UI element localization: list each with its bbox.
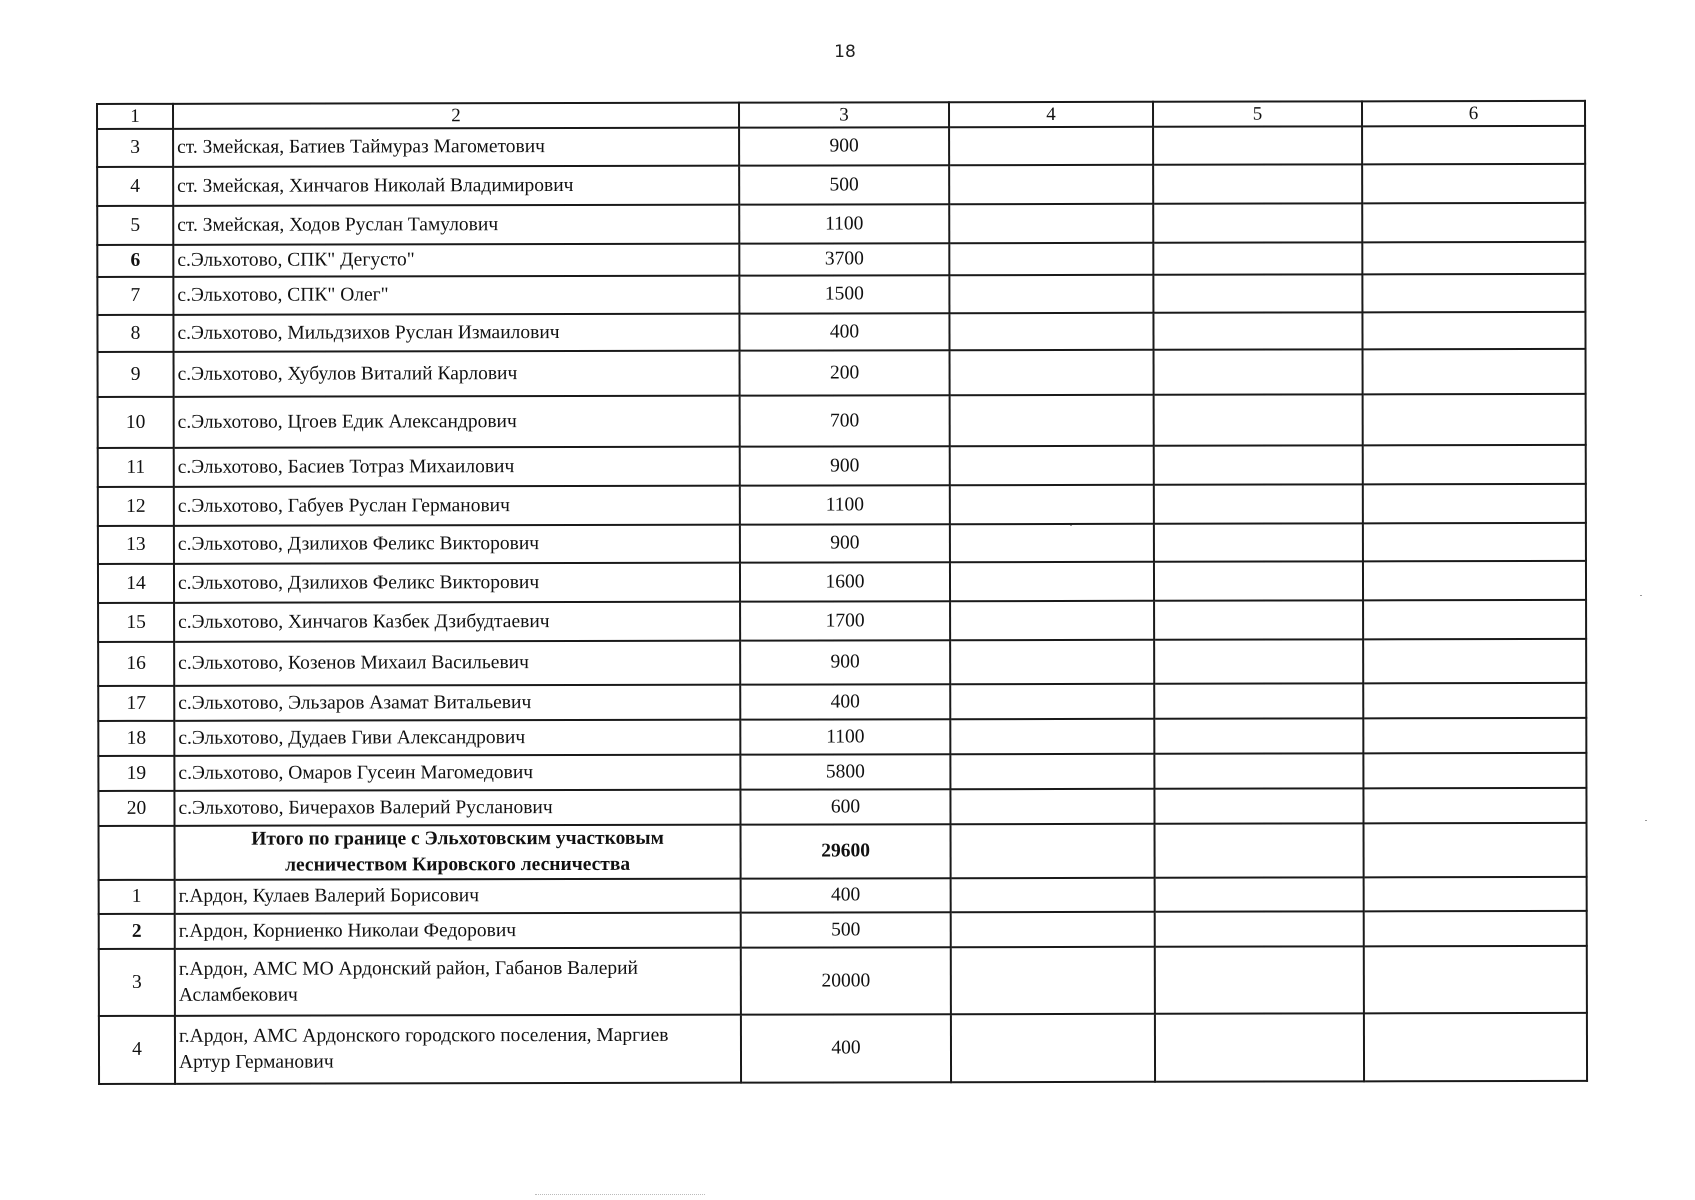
header-col-6: 6 [1362,101,1585,126]
row-value: 20000 [741,947,951,1014]
table-row [99,1013,1587,1084]
row-col-5 [1154,349,1363,394]
row-col-5 [1154,523,1363,561]
row-number: 15 [98,603,174,642]
row-col-4 [950,601,1154,640]
row-name: с.Эльхотово, Габуев Руслан Германович [174,486,740,526]
table-row [98,445,1586,487]
row-number: 13 [98,526,174,564]
row-col-6 [1362,203,1585,242]
row-value: 700 [740,395,950,446]
scan-speck [1640,595,1642,596]
row-value: 1100 [740,719,950,754]
row-name: с.Эльхотово, Бичерахов Валерий Русланович [174,790,740,826]
row-number: 1 [99,880,175,914]
row-value: 1100 [739,204,949,243]
row-number: 17 [98,686,174,721]
row-value: 400 [739,313,949,350]
row-col-6 [1363,683,1586,718]
table-row [98,349,1586,397]
table-row [99,946,1587,1016]
header-col-1: 1 [97,104,173,129]
table-row [98,718,1586,756]
scan-artifact [535,1194,705,1198]
subtotal-label-line2: лесничеством Кировского лесничества [285,853,631,876]
row-name [175,879,741,914]
row-col-5 [1155,877,1364,911]
row-col-4 [950,719,1154,754]
row-number: 8 [97,315,173,352]
row-col-5 [1154,718,1363,753]
subtotal-value: 29600 [741,824,951,878]
row-col-5 [1154,484,1363,523]
row-number: 16 [98,642,174,686]
row-value: 400 [741,1014,951,1082]
row-name: с.Эльхотово, Дудаев Гиви Александрович [174,720,740,756]
table-row [97,126,1585,167]
scan-speck [1070,525,1072,526]
row-name: с.Эльхотово, Козенов Михаил Васильевич [174,641,740,686]
row-col-6 [1363,753,1586,788]
table-row [97,242,1585,277]
row-col-4 [950,684,1154,719]
row-name: с.Эльхотово, Мильдзихов Руслан Измаилович [173,314,739,352]
row-number: 18 [98,721,174,756]
row-value: 5800 [740,754,950,789]
row-value: 900 [740,524,950,562]
row-col-4 [950,789,1154,824]
row-col-5 [1153,126,1362,164]
row-col-5 [1154,561,1363,600]
row-col-6 [1364,1013,1587,1081]
row-col-4 [950,446,1154,485]
row-name-line1: г.Ардон, АМС МО Ардонский район, Габанов Валерий [178,957,639,980]
row-name: с.Эльхотово, Басиев Тотраз Михаилович [174,447,740,487]
row-value: 900 [740,640,950,684]
row-col-4 [950,754,1154,789]
row-name: с.Эльхотово, Хубулов Виталий Карлович [174,351,740,397]
row-col-6 [1362,274,1585,312]
table-row [98,484,1586,526]
row-name: с.Эльхотово, Дзилихов Феликс Викторович [174,563,740,603]
row-col-6 [1362,242,1585,274]
row-name: с.Эльхотово, Дзилихов Феликс Викторович [174,525,740,564]
row-name [175,913,741,949]
row-col-4 [949,204,1153,243]
row-number: 12 [98,487,174,526]
subtotal-row [99,823,1587,880]
row-name-line2: Асламбекович [178,984,298,1006]
row-number: 4 [99,1016,175,1084]
table-row [99,911,1587,949]
row-number: 7 [97,277,173,315]
row-value: 500 [739,165,949,204]
row-col-4 [951,1014,1155,1082]
row-name: с.Эльхотово, Хинчагов Казбек Дзибудтаевич [174,602,740,642]
row-value: 400 [740,684,950,719]
table-row [99,877,1587,914]
row-col-4 [949,165,1153,204]
row-col-4 [950,640,1154,684]
table-row [97,274,1585,315]
row-col-4 [950,350,1154,395]
row-number: 9 [98,352,174,397]
row-col-5 [1153,164,1362,203]
row-col-5 [1153,203,1362,242]
row-number: 3 [97,129,173,167]
row-name [175,948,741,1016]
row-name-line1: г.Ардон, Кулаев Валерий Борисович [178,885,480,907]
row-col-6 [1363,523,1586,561]
row-col-4 [951,878,1155,912]
row-name: ст. Змейская, Батиев Таймураз Магометович [173,128,739,167]
row-col-5 [1154,683,1363,718]
row-name: с.Эльхотово, Эльзаров Азамат Витальевич [174,685,740,721]
table-row [98,639,1586,686]
table-row [98,600,1586,642]
row-col-5 [1154,394,1363,445]
row-col-6 [1364,946,1587,1013]
row-col-6 [1362,126,1585,164]
row-col-5 [1153,274,1362,312]
row-col-6 [1362,312,1585,349]
row-number: 4 [97,167,173,206]
row-col-6 [1363,394,1586,445]
row-col-5 [1155,946,1364,1013]
row-number: 2 [99,914,175,949]
row-number: 10 [98,397,174,448]
row-value: 200 [740,350,950,395]
row-value: 500 [741,912,951,947]
row-col-5 [1154,445,1363,484]
row-col-5 [1153,242,1362,274]
row-value: 600 [740,789,950,824]
row-col-4 [951,947,1155,1014]
row-number: 19 [98,756,174,791]
row-number: 14 [98,564,174,603]
row-value: 1500 [739,275,949,313]
row-col-4 [950,485,1154,524]
row-number: 20 [98,791,174,826]
row-col-4 [950,395,1154,446]
row-number: 11 [98,448,174,487]
row-col-6 [1363,349,1586,394]
subtotal-number [99,826,175,880]
row-col-6 [1364,823,1587,877]
row-value: 1600 [740,562,950,601]
row-value: 3700 [739,243,949,275]
row-col-6 [1363,561,1586,600]
table-row [97,312,1585,352]
row-number: 6 [97,245,173,277]
row-col-6 [1363,445,1586,484]
row-col-6 [1363,788,1586,823]
row-col-6 [1363,484,1586,523]
header-col-3: 3 [739,102,949,127]
row-col-5 [1154,788,1363,823]
header-col-4: 4 [949,102,1153,127]
forest-boundary-table [96,100,1588,1085]
row-col-4 [950,524,1154,562]
row-col-6 [1364,877,1587,911]
table-row [98,394,1586,448]
row-col-4 [949,127,1153,165]
subtotal-label-line1: Итого по границе с Эльхотовским участковым [251,827,664,850]
row-col-5 [1155,1013,1364,1081]
row-col-4 [951,824,1155,878]
row-col-5 [1154,753,1363,788]
page-number: 18 [834,42,856,62]
row-col-6 [1362,164,1585,203]
row-number: 5 [97,206,173,245]
row-name: ст. Змейская, Хинчагов Николай Владимирович [173,166,739,206]
table-row [97,203,1585,245]
row-value: 1100 [740,485,950,524]
header-col-5: 5 [1153,101,1362,126]
row-col-4 [951,912,1155,947]
row-col-5 [1154,600,1363,639]
row-col-4 [949,275,1153,313]
row-col-5 [1153,312,1362,349]
row-value: 1700 [740,601,950,640]
row-col-5 [1155,823,1364,877]
table-row [98,683,1586,721]
row-col-4 [949,243,1153,275]
row-name: с.Эльхотово, СПК" Олег" [173,276,739,315]
row-col-5 [1155,911,1364,946]
row-name: с.Эльхотово, СПК" Дегусто" [173,244,739,277]
header-col-2: 2 [173,103,739,129]
subtotal-label [175,825,741,880]
row-col-4 [950,562,1154,601]
row-col-6 [1363,639,1586,683]
scan-speck [1645,820,1647,821]
row-name [175,1015,741,1084]
row-value: 400 [741,878,951,912]
table-row [98,788,1586,826]
row-value: 900 [739,127,949,165]
table-header-row [97,101,1585,129]
row-name-line1: г.Ардон, АМС Ардонского городского поселения, Маргиев [178,1024,669,1047]
row-col-6 [1363,600,1586,639]
row-value: 900 [740,446,950,485]
table-row [97,164,1585,206]
table-row [98,753,1586,791]
row-name-line2: Артур Германович [178,1051,334,1073]
row-name: ст. Змейская, Ходов Руслан Тамулович [173,205,739,245]
row-col-6 [1363,718,1586,753]
row-name: с.Эльхотово, Цгоев Едик Александрович [174,396,740,448]
table-row [98,523,1586,564]
row-name-line1: г.Ардон, Корниенко Николаи Федорович [178,919,517,942]
row-number: 3 [99,949,175,1016]
row-col-5 [1154,639,1363,683]
row-col-6 [1364,911,1587,946]
row-name: с.Эльхотово, Омаров Гусеин Магомедович [174,755,740,791]
row-col-4 [949,313,1153,350]
table-row [98,561,1586,603]
